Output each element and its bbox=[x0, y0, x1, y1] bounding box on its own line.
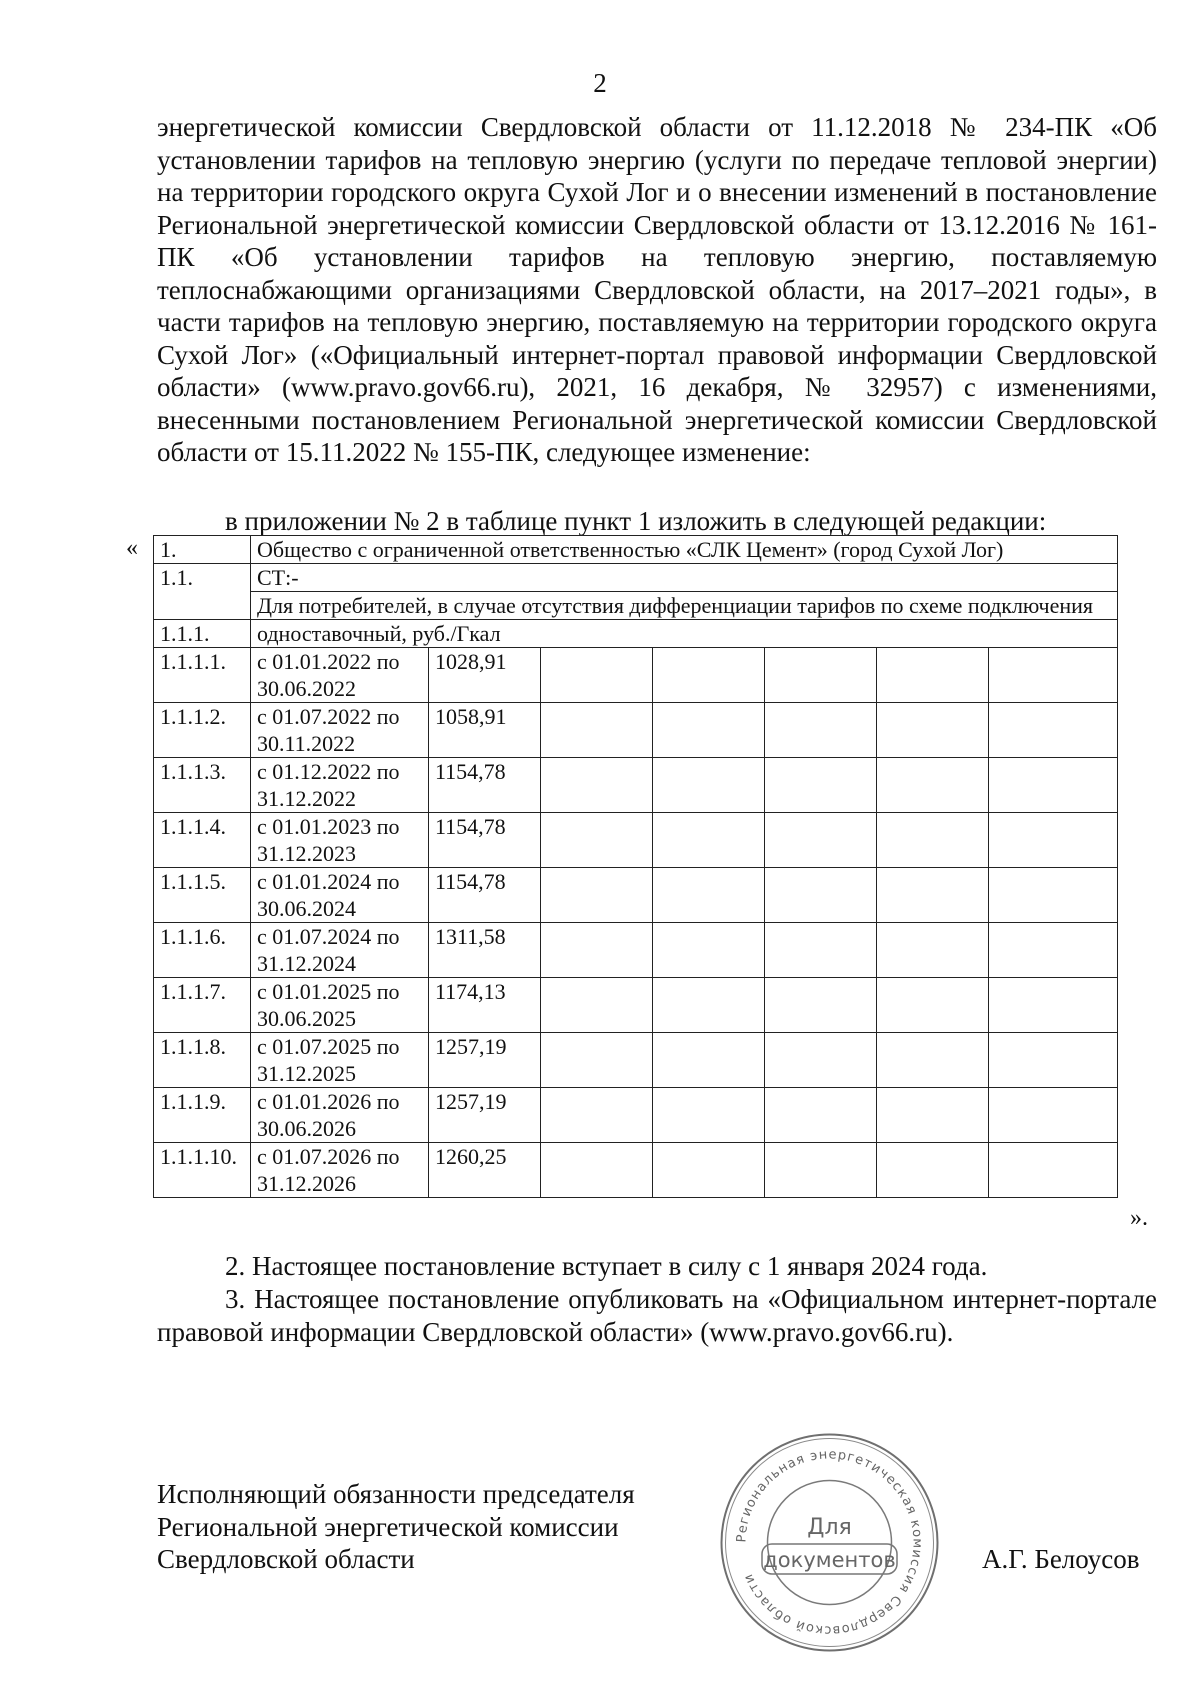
consumer-group: Для потребителей, в случае отсутствия дифференциации тарифов по схеме подключения bbox=[251, 592, 1118, 620]
empty-cell bbox=[989, 758, 1118, 813]
row-number: 1.1.1.9. bbox=[154, 1088, 251, 1143]
table-row bbox=[154, 564, 1118, 592]
tariff-type: одноставочный, руб./Гкал bbox=[251, 620, 1118, 648]
intro-paragraph: энергетической комиссии Свердловской области от 11.12.2018 № 234-ПК «Об установлении тарифов на тепловую энергию (услуги по передаче тепловой энергии) на территории городского округа Сухой Лог и о внесении изменений в постановление Региональной энергетической комиссии Свердловской области от 13.12.2016 № 161-ПК «Об установлении тарифов на тепловую энергию, поставляемую теплоснабжающими организациями Свердловской области, на 2017–2021 годы», в части тарифов на тепловую энергию, поставляемую на территории городского округа Сухой Лог» («Официальный интернет-портал правовой информации Свердловской области» (www.pravo.gov66.ru), 2021, 16 декабря, № 32957) с изменениями, внесенными постановлением Региональной энергетической комиссии Свердловской области от 15.11.2022 № 155-ПК, следующее изменение: bbox=[157, 112, 1157, 467]
empty-cell bbox=[653, 1033, 765, 1088]
empty-cell bbox=[989, 1088, 1118, 1143]
table-close-quote: ». bbox=[1130, 1205, 1148, 1231]
table-row bbox=[154, 1143, 1118, 1198]
empty-cell bbox=[877, 648, 989, 703]
value-cell: 1257,19 bbox=[429, 1088, 541, 1143]
row-number: 1.1. bbox=[154, 564, 251, 620]
empty-cell bbox=[989, 703, 1118, 758]
period-cell: с 01.01.2026 по 30.06.2026 bbox=[251, 1088, 429, 1143]
empty-cell bbox=[541, 923, 653, 978]
empty-cell bbox=[877, 758, 989, 813]
value-cell: 1257,19 bbox=[429, 1033, 541, 1088]
period-cell: с 01.01.2024 по 30.06.2024 bbox=[251, 868, 429, 923]
seal-center-word: Для bbox=[807, 1515, 852, 1540]
empty-cell bbox=[541, 1033, 653, 1088]
paragraph-effective-date: 2. Настоящее постановление вступает в силу с 1 января 2024 года. bbox=[225, 1251, 988, 1281]
row-number: 1.1.1.1. bbox=[154, 648, 251, 703]
empty-cell bbox=[765, 758, 877, 813]
empty-cell bbox=[877, 703, 989, 758]
empty-cell bbox=[541, 1088, 653, 1143]
period-cell: с 01.07.2026 по 31.12.2026 bbox=[251, 1143, 429, 1198]
empty-cell bbox=[877, 813, 989, 868]
table-row bbox=[154, 536, 1118, 564]
value-cell: 1174,13 bbox=[429, 978, 541, 1033]
empty-cell bbox=[877, 978, 989, 1033]
empty-cell bbox=[989, 868, 1118, 923]
empty-cell bbox=[877, 1033, 989, 1088]
table-open-quote: « bbox=[126, 535, 138, 561]
value-cell: 1028,91 bbox=[429, 648, 541, 703]
empty-cell bbox=[877, 1088, 989, 1143]
empty-cell bbox=[653, 1143, 765, 1198]
period-cell: с 01.07.2022 по 30.11.2022 bbox=[251, 703, 429, 758]
empty-cell bbox=[653, 1088, 765, 1143]
row-number: 1.1.1.8. bbox=[154, 1033, 251, 1088]
value-cell: 1260,25 bbox=[429, 1143, 541, 1198]
row-number: 1.1.1.6. bbox=[154, 923, 251, 978]
empty-cell bbox=[989, 1033, 1118, 1088]
row-number: 1. bbox=[154, 536, 251, 564]
empty-cell bbox=[877, 868, 989, 923]
period-cell: с 01.01.2025 по 30.06.2025 bbox=[251, 978, 429, 1033]
empty-cell bbox=[541, 648, 653, 703]
row-number: 1.1.1.5. bbox=[154, 868, 251, 923]
value-cell: 1154,78 bbox=[429, 868, 541, 923]
row-number: 1.1.1.3. bbox=[154, 758, 251, 813]
row-number: 1.1.1.4. bbox=[154, 813, 251, 868]
table-row bbox=[154, 592, 1118, 620]
empty-cell bbox=[653, 868, 765, 923]
signatory-line: Исполняющий обязанности председателя bbox=[157, 1479, 635, 1509]
empty-cell bbox=[765, 1143, 877, 1198]
table-row bbox=[154, 758, 1118, 813]
table-row bbox=[154, 1033, 1118, 1088]
empty-cell bbox=[765, 648, 877, 703]
row-number: 1.1.1.2. bbox=[154, 703, 251, 758]
empty-cell bbox=[877, 923, 989, 978]
row-number: 1.1.1. bbox=[154, 620, 251, 648]
empty-cell bbox=[765, 1033, 877, 1088]
empty-cell bbox=[541, 813, 653, 868]
table-row bbox=[154, 703, 1118, 758]
empty-cell bbox=[765, 813, 877, 868]
seal-outer-ring bbox=[722, 1435, 938, 1651]
signatory-line: Свердловской области bbox=[157, 1544, 415, 1574]
table-row bbox=[154, 620, 1118, 648]
seal-center-word: документов bbox=[763, 1548, 896, 1572]
value-cell: 1058,91 bbox=[429, 703, 541, 758]
empty-cell bbox=[989, 1143, 1118, 1198]
empty-cell bbox=[989, 923, 1118, 978]
value-cell: 1154,78 bbox=[429, 813, 541, 868]
empty-cell bbox=[541, 1143, 653, 1198]
empty-cell bbox=[765, 868, 877, 923]
table-row bbox=[154, 813, 1118, 868]
signatory-position bbox=[157, 1478, 635, 1576]
value-cell: 1311,58 bbox=[429, 923, 541, 978]
table-row bbox=[154, 648, 1118, 703]
period-cell: с 01.12.2022 по 31.12.2022 bbox=[251, 758, 429, 813]
table-row bbox=[154, 868, 1118, 923]
empty-cell bbox=[653, 758, 765, 813]
empty-cell bbox=[541, 703, 653, 758]
empty-cell bbox=[765, 1088, 877, 1143]
empty-cell bbox=[989, 978, 1118, 1033]
signatory-line: Региональной энергетической комиссии bbox=[157, 1511, 619, 1542]
period-cell: с 01.01.2022 по 30.06.2022 bbox=[251, 648, 429, 703]
official-seal bbox=[717, 1430, 942, 1655]
empty-cell bbox=[653, 978, 765, 1033]
period-cell: с 01.01.2023 по 31.12.2023 bbox=[251, 813, 429, 868]
empty-cell bbox=[541, 758, 653, 813]
empty-cell bbox=[765, 978, 877, 1033]
empty-cell bbox=[653, 648, 765, 703]
signer-name: А.Г. Белоусов bbox=[982, 1544, 1140, 1574]
empty-cell bbox=[653, 923, 765, 978]
empty-cell bbox=[989, 813, 1118, 868]
empty-cell bbox=[541, 978, 653, 1033]
empty-cell bbox=[653, 813, 765, 868]
table-row bbox=[154, 978, 1118, 1033]
seal-ring-text: Региональная энергетическая комиссия Свердловской области bbox=[734, 1447, 925, 1638]
table-row bbox=[154, 1088, 1118, 1143]
organization-name: Общество с ограниченной ответственностью «СЛК Цемент» (город Сухой Лог) bbox=[251, 536, 1118, 564]
empty-cell bbox=[541, 868, 653, 923]
tariff-table bbox=[153, 535, 1118, 1198]
empty-cell bbox=[765, 703, 877, 758]
value-cell: 1154,78 bbox=[429, 758, 541, 813]
empty-cell bbox=[653, 703, 765, 758]
empty-cell bbox=[877, 1143, 989, 1198]
paragraph-publication: 3. Настоящее постановление опубликовать на «Официальном интернет-портале правовой информации Свердловской области» (www.pravo.gov66.ru). bbox=[157, 1284, 1157, 1347]
system-label: СТ:- bbox=[251, 564, 1118, 592]
page-number: 2 bbox=[593, 68, 607, 98]
period-cell: с 01.07.2025 по 31.12.2025 bbox=[251, 1033, 429, 1088]
seal-inner-ring bbox=[726, 1439, 934, 1647]
amendment-paragraph: в приложении № 2 в таблице пункт 1 изложить в следующей редакции: bbox=[225, 506, 1047, 536]
row-number: 1.1.1.7. bbox=[154, 978, 251, 1033]
period-cell: с 01.07.2024 по 31.12.2024 bbox=[251, 923, 429, 978]
table-row bbox=[154, 923, 1118, 978]
row-number: 1.1.1.10. bbox=[154, 1143, 251, 1198]
empty-cell bbox=[989, 648, 1118, 703]
seal-center-ring bbox=[768, 1481, 892, 1605]
empty-cell bbox=[765, 923, 877, 978]
